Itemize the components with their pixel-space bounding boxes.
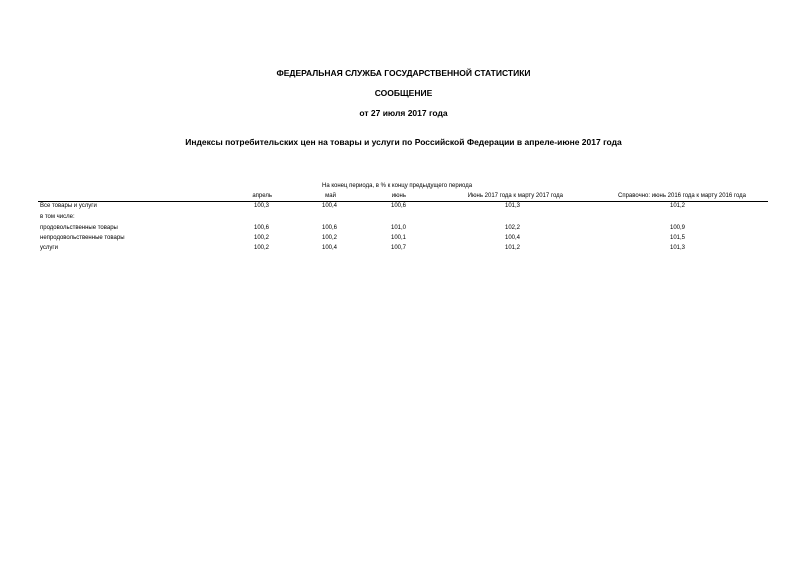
cell-june-to-march-2017: 101,3	[504, 203, 520, 209]
cell-reference-2016: 101,2	[669, 203, 685, 209]
column-header-june-to-march-2017: Июнь 2017 года к марту 2017 года	[467, 193, 563, 199]
cell-april: 100,6	[253, 225, 269, 231]
message-date: от 27 июля 2017 года	[359, 108, 448, 118]
cell-april: 100,3	[253, 203, 269, 209]
table-row	[0, 245, 807, 255]
cell-reference-2016: 101,3	[669, 245, 685, 251]
cell-june-to-march-2017: 100,4	[504, 235, 520, 241]
cell-may: 100,4	[321, 245, 337, 251]
header-rule	[38, 201, 768, 202]
table-row	[0, 214, 807, 224]
cell-june: 100,1	[390, 235, 406, 241]
column-header-may: май	[325, 193, 336, 199]
table-row	[0, 203, 807, 213]
cell-reference-2016: 100,9	[669, 225, 685, 231]
row-label: услуги	[40, 245, 58, 251]
cell-june: 101,0	[390, 225, 406, 231]
agency-title: ФЕДЕРАЛЬНАЯ СЛУЖБА ГОСУДАРСТВЕННОЙ СТАТИСТИКИ	[276, 68, 531, 78]
column-header-april: апрель	[252, 193, 272, 199]
row-label: Все товары и услуги	[40, 203, 97, 209]
cell-june: 100,7	[390, 245, 406, 251]
cell-june: 100,6	[390, 203, 406, 209]
table-group-header: На конец периода, в % к концу предыдущего периода	[322, 183, 473, 189]
row-label: непродовольственные товары	[40, 235, 125, 241]
row-label: продовольственные товары	[40, 225, 118, 231]
cell-april: 100,2	[253, 235, 269, 241]
cell-reference-2016: 101,5	[669, 235, 685, 241]
cell-april: 100,2	[253, 245, 269, 251]
cell-may: 100,6	[321, 225, 337, 231]
table-row	[0, 225, 807, 235]
message-title: СООБЩЕНИЕ	[374, 88, 433, 98]
table-row	[0, 235, 807, 245]
column-header-reference-2016: Справочно: июнь 2016 года к марту 2016 года	[618, 193, 746, 199]
cell-may: 100,2	[321, 235, 337, 241]
column-header-june: июнь	[391, 193, 406, 199]
document-subject: Индексы потребительских цен на товары и услуги по Российской Федерации в апреле-июне 2017 года	[185, 137, 622, 147]
row-label: в том числе:	[40, 214, 75, 220]
cell-june-to-march-2017: 101,2	[504, 245, 520, 251]
cell-june-to-march-2017: 102,2	[504, 225, 520, 231]
cell-may: 100,4	[321, 203, 337, 209]
